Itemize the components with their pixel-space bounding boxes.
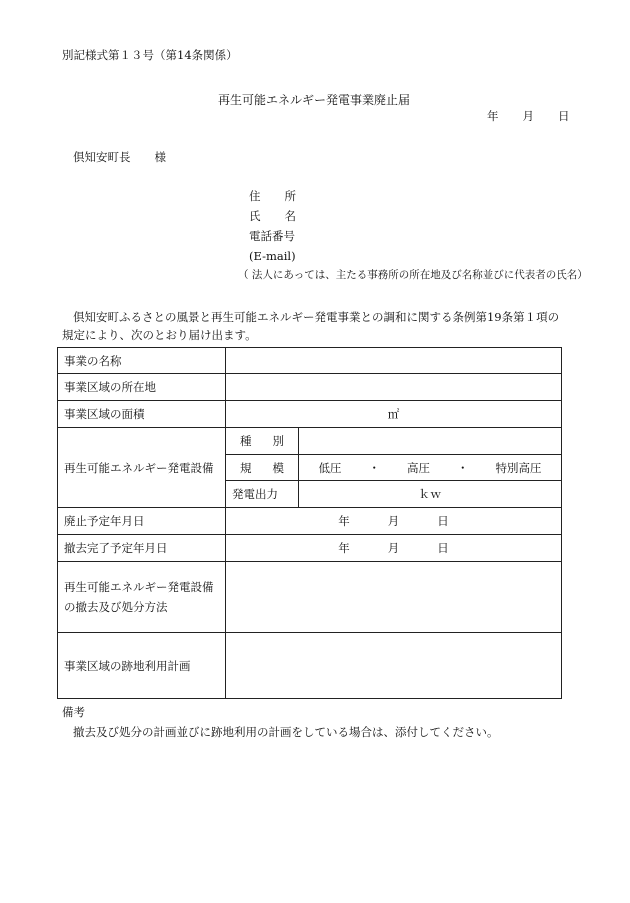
- removal-date-field[interactable]: [226, 535, 562, 562]
- removal-year: 年: [338, 541, 350, 555]
- row-land-use-plan: [58, 633, 562, 699]
- voltage-high[interactable]: 高圧: [407, 460, 430, 475]
- location-field[interactable]: [226, 374, 562, 401]
- addressee-name: 倶知安町長: [73, 150, 131, 164]
- area-label: 事業区域の面積: [58, 401, 226, 428]
- remarks-label: 備考: [62, 705, 85, 719]
- land-use-plan-label: 事業区域の跡地利用計画: [58, 633, 226, 699]
- row-location: [58, 374, 562, 401]
- date-year: 年: [487, 109, 499, 123]
- row-area: [58, 401, 562, 428]
- voltage-extra-high[interactable]: 特別高圧: [495, 460, 542, 475]
- voltage-low[interactable]: 低圧: [318, 460, 342, 475]
- intro-line-1: 倶知安町ふるさとの風景と再生可能エネルギー発電事業との調和に関する条例第19条第１項の: [73, 310, 560, 324]
- removal-month: 月: [387, 541, 400, 555]
- name-label-b: 名: [284, 209, 296, 223]
- project-name-field[interactable]: [226, 348, 562, 374]
- output-label: 発電出力: [226, 481, 299, 508]
- addressee-honorific: 様: [154, 150, 166, 164]
- output-field[interactable]: [299, 481, 562, 508]
- type-label: [226, 428, 299, 455]
- page-title: 再生可能エネルギー発電事業廃止届: [218, 93, 411, 107]
- applicant-note: （ 法人にあっては、主たる事務所の所在地及び名称並びに代表者の氏名）: [238, 269, 588, 281]
- type-field[interactable]: [299, 428, 562, 455]
- applicant-address-label: [249, 191, 296, 203]
- type-label-b: 別: [272, 434, 284, 448]
- land-use-plan-field[interactable]: [226, 633, 562, 699]
- voltage-separator-1: ・: [368, 460, 380, 475]
- voltage-separator-2: ・: [457, 460, 469, 475]
- row-equipment-type: [58, 428, 562, 455]
- name-label-a: 氏: [249, 209, 261, 223]
- removal-day: 日: [437, 541, 449, 555]
- scale-label-b: 模: [272, 460, 284, 475]
- removal-method-label: [58, 562, 226, 633]
- area-field[interactable]: [226, 401, 562, 428]
- date-line: [487, 111, 570, 123]
- removal-method-field[interactable]: [226, 562, 562, 633]
- address-label-b: 所: [284, 189, 296, 203]
- scale-label: [226, 455, 299, 481]
- removal-method-line-1: 再生可能エネルギー発電設備: [64, 580, 214, 594]
- applicant-name-label: [249, 211, 296, 223]
- abolition-year: 年: [338, 514, 350, 528]
- applicant-email-label: (E-mail): [249, 249, 296, 263]
- removal-method-line-2: の撤去及び処分方法: [64, 600, 168, 614]
- project-name-label: 事業の名称: [58, 348, 226, 374]
- form-number: 別記様式第１３号（第14条関係）: [62, 48, 238, 62]
- intro-line-2: 規定により、次のとおり届け出ます。: [62, 328, 257, 342]
- scale-options[interactable]: [299, 455, 562, 481]
- abolition-date-label: 廃止予定年月日: [58, 508, 226, 535]
- scale-label-a: 規: [240, 460, 252, 475]
- location-label: 事業区域の所在地: [58, 374, 226, 401]
- date-day: 日: [558, 109, 570, 123]
- area-unit: ㎡: [387, 407, 400, 421]
- equipment-label: 再生可能エネルギー発電設備: [58, 428, 226, 508]
- row-removal-method: [58, 562, 562, 633]
- remarks-text: 撤去及び処分の計画並びに跡地利用の計画をしている場合は、添付してください。: [73, 725, 499, 739]
- output-unit: ｋｗ: [418, 487, 442, 501]
- address-label-a: 住: [249, 189, 261, 203]
- abolition-date-field[interactable]: [226, 508, 562, 535]
- type-label-a: 種: [240, 434, 252, 448]
- removal-date-label: 撤去完了予定年月日: [58, 535, 226, 562]
- row-abolition-date: [58, 508, 562, 535]
- applicant-phone-label: 電話番号: [249, 229, 295, 243]
- abolition-month: 月: [387, 514, 400, 528]
- row-removal-date: [58, 535, 562, 562]
- row-project-name: [58, 348, 562, 374]
- notification-form-table: [57, 347, 562, 699]
- date-month: 月: [522, 109, 534, 123]
- abolition-day: 日: [437, 514, 449, 528]
- addressee: [73, 152, 166, 164]
